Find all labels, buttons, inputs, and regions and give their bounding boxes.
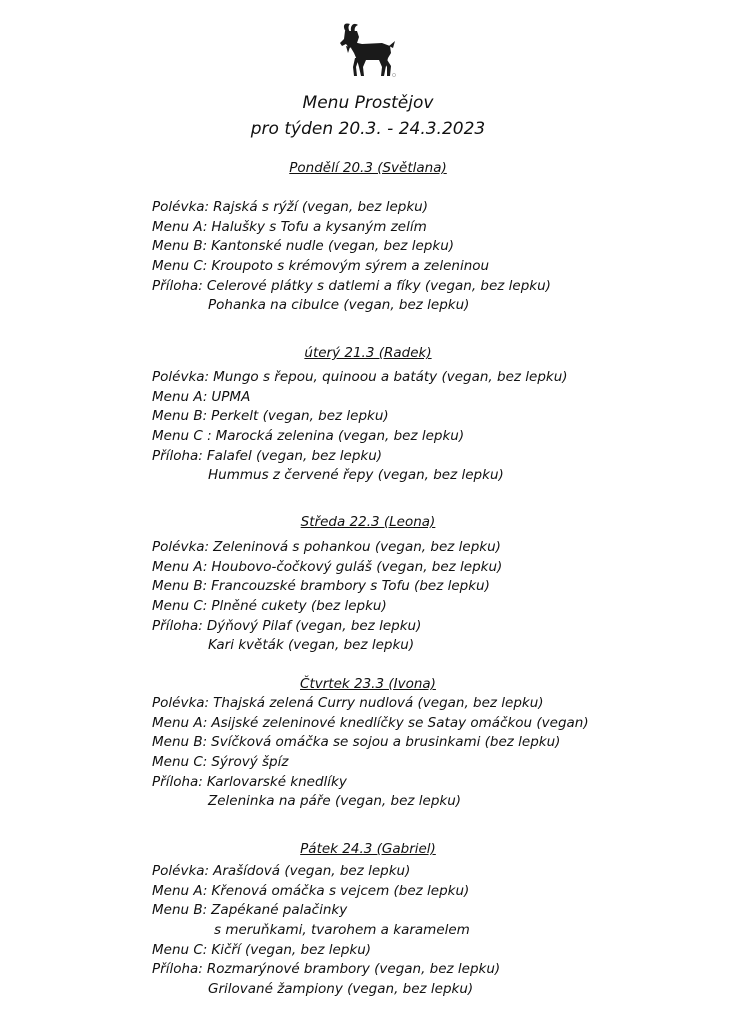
menu-line-text: Dýňový Pilaf (vegan, bez lepku) — [206, 617, 422, 634]
goat-logo-icon — [336, 22, 398, 80]
menu-line-label: Menu B: — [152, 408, 208, 425]
day-menu-list — [152, 198, 712, 316]
menu-line-text: Halušky s Tofu a kysaným zelím — [211, 218, 427, 235]
menu-line-label: Menu B: — [152, 238, 208, 255]
menu-line-label: Polévka: — [152, 695, 210, 711]
day-heading: Středa 22.3 (Leona) — [300, 514, 436, 530]
menu-line-label: Menu A: — [152, 558, 208, 575]
menu-line-text: Mungo s řepou, quinoou a batáty (vegan, bez lepku) — [213, 369, 568, 385]
day-menu-list — [152, 538, 712, 656]
menu-line-text: Kantonské nudle (vegan, bez lepku) — [211, 238, 455, 255]
menu-line — [152, 901, 712, 921]
menu-line-label: Příloha: — [152, 773, 203, 790]
menu-line — [152, 921, 712, 941]
menu-line-text: Rozmarýnové brambory (vegan, bez lepku) — [206, 961, 501, 978]
menu-line-label: Menu A: — [152, 388, 208, 405]
menu-line-text: Arašídová (vegan, bez lepku) — [213, 863, 411, 879]
menu-line-text: Zapékané palačinky — [211, 902, 348, 919]
menu-line-label: Menu B: — [152, 578, 208, 595]
day-menu-list — [152, 862, 712, 1000]
menu-line-text: Rajská s rýží (vegan, bez lepku) — [213, 199, 428, 215]
menu-line — [152, 882, 712, 902]
menu-line — [152, 714, 712, 734]
menu-line — [152, 296, 712, 316]
menu-line-label: Menu C: — [152, 258, 208, 275]
menu-line — [152, 198, 712, 218]
menu-line — [152, 277, 712, 297]
menu-line-label: Menu C: — [152, 754, 208, 771]
menu-line-label: Menu B: — [152, 734, 208, 751]
menu-line-text: Kičří (vegan, bez lepku) — [211, 941, 372, 958]
menu-line — [152, 733, 712, 753]
menu-line-label: Příloha: — [152, 961, 203, 978]
menu-line-text: Thajská zelená Curry nudlová (vegan, bez lepku) — [213, 695, 544, 711]
menu-line-text: UPMA — [211, 388, 251, 405]
menu-line-text: Marocká zelenina (vegan, bez lepku) — [215, 428, 465, 445]
menu-line — [152, 980, 712, 1000]
menu-line — [152, 558, 712, 578]
menu-line-text: Kroupoto s krémovým sýrem a zeleninou — [211, 258, 490, 275]
menu-line-label: Menu A: — [152, 882, 208, 899]
menu-line-label: Menu C: — [152, 598, 208, 615]
menu-title-block — [0, 90, 736, 142]
menu-line-text: Francouzské brambory s Tofu (bez lepku) — [211, 578, 490, 595]
menu-line — [152, 218, 712, 238]
menu-line — [152, 773, 712, 793]
menu-line-text: Karlovarské knedlíky — [206, 773, 347, 790]
menu-line-label: Polévka: — [152, 199, 210, 215]
menu-line — [152, 792, 712, 812]
menu-line-text: Zeleninka na páře (vegan, bez lepku) — [208, 793, 462, 810]
menu-line — [152, 960, 712, 980]
menu-line — [152, 427, 712, 447]
day-heading: Pátek 24.3 (Gabriel) — [300, 841, 436, 857]
menu-line — [152, 862, 712, 882]
menu-line-text: Hummus z červené řepy (vegan, bez lepku) — [208, 467, 504, 484]
menu-line-label: Menu A: — [152, 218, 208, 235]
menu-line-label: Příloha: — [152, 617, 203, 634]
menu-line — [152, 694, 712, 714]
menu-line-label: Menu C: — [152, 941, 208, 958]
menu-line — [152, 388, 712, 408]
menu-line-label: Polévka: — [152, 863, 210, 879]
menu-line-text: Sýrový špíz — [211, 754, 289, 771]
menu-line-label: Menu A: — [152, 714, 208, 731]
menu-line — [152, 753, 712, 773]
menu-title: Menu Prostějov — [302, 93, 434, 113]
menu-line-text: Celerové plátky s datlemi a fíky (vegan, bez lepku) — [206, 277, 551, 294]
menu-line-text: Grilované žampiony (vegan, bez lepku) — [208, 981, 474, 998]
menu-line-label: Menu C : — [152, 428, 212, 445]
day-menu-list — [152, 368, 712, 486]
menu-line-label: Příloha: — [152, 447, 203, 464]
menu-line — [152, 237, 712, 257]
menu-line-text: Pohanka na cibulce (vegan, bez lepku) — [208, 297, 470, 314]
menu-line — [152, 538, 712, 558]
menu-line — [152, 466, 712, 486]
menu-line — [152, 597, 712, 617]
menu-line-text: Křenová omáčka s vejcem (bez lepku) — [211, 882, 470, 899]
menu-line-label: Příloha: — [152, 277, 203, 294]
menu-line — [152, 577, 712, 597]
menu-line-text: Asijské zeleninové knedlíčky se Satay omáčkou (vegan) — [211, 714, 589, 731]
menu-line — [152, 257, 712, 277]
menu-line-text: Plněné cukety (bez lepku) — [211, 598, 387, 615]
menu-line-text: Zeleninová s pohankou (vegan, bez lepku) — [213, 539, 501, 555]
day-heading: úterý 21.3 (Radek) — [304, 345, 432, 361]
menu-line-text: Perkelt (vegan, bez lepku) — [211, 408, 389, 425]
menu-line-text: s meruňkami, tvarohem a karamelem — [214, 922, 470, 939]
menu-line — [152, 368, 712, 388]
day-heading: Čtvrtek 23.3 (Ivona) — [300, 676, 436, 692]
menu-line-text: Falafel (vegan, bez lepku) — [206, 447, 383, 464]
day-heading: Pondělí 20.3 (Světlana) — [289, 160, 447, 176]
menu-line — [152, 617, 712, 637]
menu-line — [152, 941, 712, 961]
menu-line-text: Kari květák (vegan, bez lepku) — [208, 637, 415, 654]
day-menu-list — [152, 694, 712, 812]
menu-line-text: Houbovo-čočkový guláš (vegan, bez lepku) — [211, 558, 503, 575]
menu-line — [152, 636, 712, 656]
menu-line — [152, 447, 712, 467]
menu-line-label: Polévka: — [152, 369, 210, 385]
menu-line-text: Svíčková omáčka se sojou a brusinkami (bez lepku) — [211, 734, 561, 751]
menu-week-range: pro týden 20.3. - 24.3.2023 — [250, 119, 486, 139]
menu-line — [152, 407, 712, 427]
menu-line-label: Polévka: — [152, 539, 210, 555]
menu-line-label: Menu B: — [152, 902, 208, 919]
